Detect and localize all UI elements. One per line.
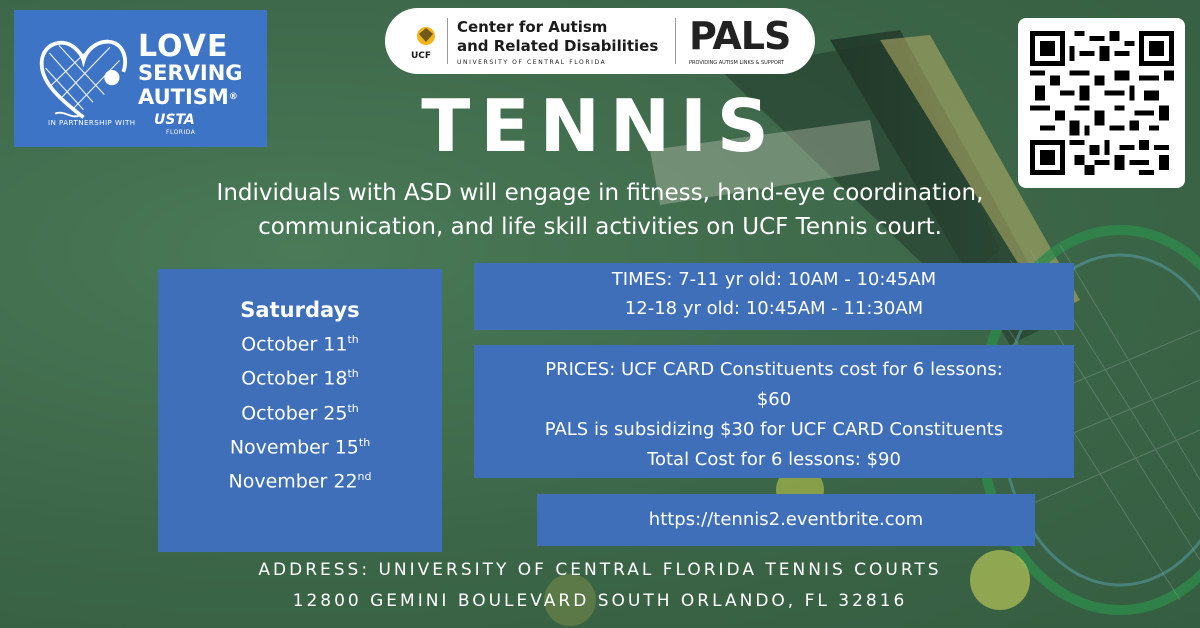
pals-subtitle: PROVIDING AUTISM LINKS & SUPPORT xyxy=(689,60,784,66)
logo-serving: SERVING xyxy=(138,61,243,85)
prices-line3: PALS is subsidizing $30 for UCF CARD Constituents xyxy=(544,419,1004,440)
eventbrite-link[interactable]: https://tennis2.eventbrite.com xyxy=(537,494,1035,546)
logo-love: LOVE xyxy=(138,29,229,64)
usta-logo: USTA xyxy=(154,112,195,128)
logo-autism: AUTISM® xyxy=(138,85,238,109)
prices-line4: Total Cost for 6 lessons: $90 xyxy=(647,449,901,470)
schedule-heading: Saturdays xyxy=(240,298,360,322)
card-university: UNIVERSITY OF CENTRAL FLORIDA xyxy=(457,59,607,66)
times-line2: 12-18 yr old: 10:45AM - 11:30AM xyxy=(624,298,924,319)
usta-florida: FLORIDA xyxy=(166,129,196,136)
address-line2: 12800 GEMINI BOULEVARD SOUTH ORLANDO, FL 32816 xyxy=(292,591,908,611)
card-line1: Center for Autism xyxy=(457,18,608,36)
schedule-date: October 11th xyxy=(241,333,359,356)
schedule-date: October 25th xyxy=(241,401,359,424)
address-line1: ADDRESS: UNIVERSITY OF CENTRAL FLORIDA TENNIS COURTS xyxy=(258,560,942,580)
prices-box xyxy=(474,345,1074,478)
page-title: TENNIS xyxy=(421,84,779,168)
times-line1: TIMES: 7-11 yr old: 10AM - 10:45AM xyxy=(611,269,937,290)
prices-line2: $60 xyxy=(756,389,792,410)
divider xyxy=(447,18,448,64)
schedule-date: November 22nd xyxy=(228,470,372,493)
times-box xyxy=(474,263,1074,330)
schedule-date: October 18th xyxy=(241,367,359,390)
ucf-logo-text: UCF xyxy=(411,51,432,61)
partnership-text: IN PARTNERSHIP WITH xyxy=(48,119,136,127)
event-description: Individuals with ASD will engage in fitness, hand-eye coordination, communication, and life skill activities on UCF Tennis court. xyxy=(216,180,984,240)
ucf-card-pals-logo xyxy=(385,8,815,74)
saturdays-schedule xyxy=(158,269,442,552)
pals-logo: PALS xyxy=(689,14,791,58)
schedule-date: November 15th xyxy=(229,435,371,459)
card-line2: and Related Disabilities xyxy=(457,37,659,55)
prices-line1: PRICES: UCF CARD Constituents cost for 6 lessons: xyxy=(545,359,1003,380)
divider xyxy=(675,18,676,64)
